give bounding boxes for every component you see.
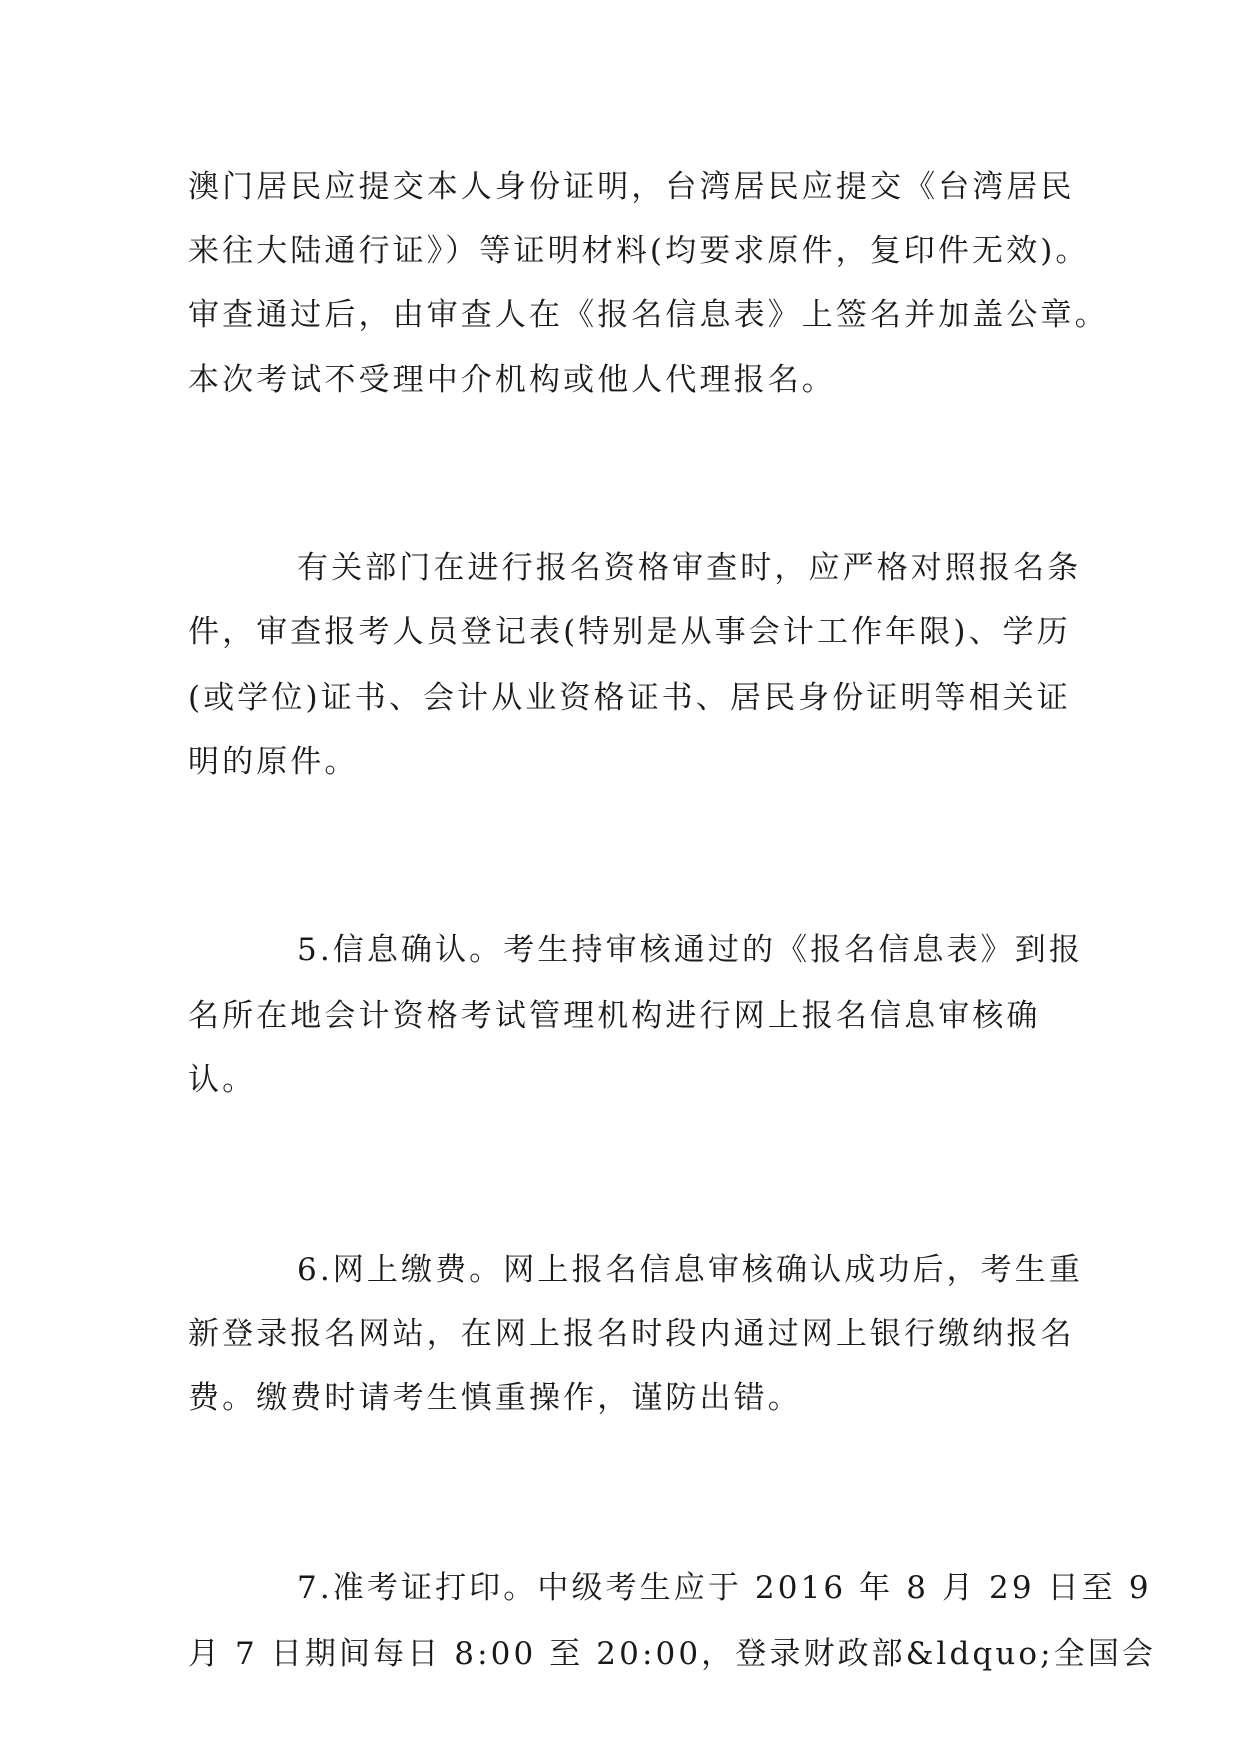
paragraph-5-line-2: 月 7 日期间每日 8:00 至 20:00，登录财政部&ldquo;全国会 <box>188 1636 1157 1672</box>
paragraph-2-line-4: 明的原件。 <box>188 744 359 780</box>
paragraph-2-line-2: 件，审查报考人员登记表(特别是从事会计工作年限)、学历 <box>188 614 1071 650</box>
paragraph-2-line-3: (或学位)证书、会计从业资格证书、居民身份证明等相关证 <box>188 680 1071 716</box>
paragraph-3-line-3: 认。 <box>188 1062 257 1098</box>
paragraph-3-line-1: 5.信息确认。考生持审核通过的《报名信息表》到报 <box>297 932 1083 968</box>
paragraph-1-line-1: 澳门居民应提交本人身份证明，台湾居民应提交《台湾居民 <box>188 169 1075 205</box>
paragraph-5-line-1: 7.准考证打印。中级考生应于 2016 年 8 月 29 日至 9 <box>297 1570 1152 1606</box>
paragraph-4-line-1: 6.网上缴费。网上报名信息审核确认成功后，考生重 <box>297 1252 1083 1288</box>
paragraph-3-line-2: 名所在地会计资格考试管理机构进行网上报名信息审核确 <box>188 998 1041 1034</box>
paragraph-4-line-2: 新登录报名网站，在网上报名时段内通过网上银行缴纳报名 <box>188 1316 1075 1352</box>
paragraph-1-line-2: 来往大陆通行证》）等证明材料(均要求原件，复印件无效)。 <box>188 233 1090 269</box>
paragraph-1-line-4: 本次考试不受理中介机构或他人代理报名。 <box>188 362 836 398</box>
paragraph-1-line-3: 审查通过后，由审查人在《报名信息表》上签名并加盖公章。 <box>188 297 1109 333</box>
paragraph-2-line-1: 有关部门在进行报名资格审查时，应严格对照报名条 <box>297 550 1082 586</box>
paragraph-4-line-3: 费。缴费时请考生慎重操作，谨防出错。 <box>188 1380 802 1416</box>
